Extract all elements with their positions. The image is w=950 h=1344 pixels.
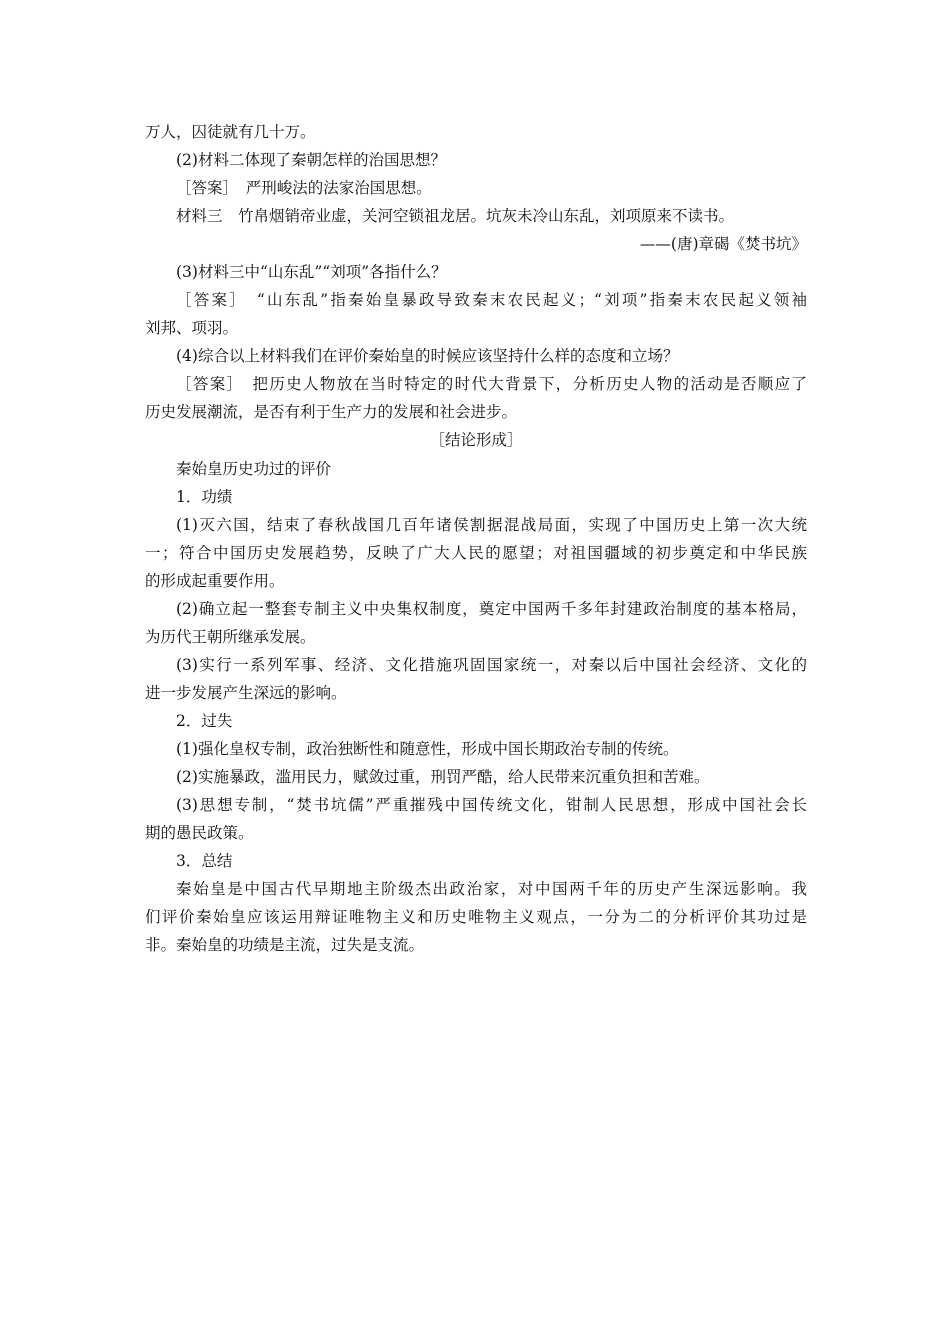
- achievement-2: (2)确立起一整套专制主义中央集权制度，奠定中国两千多年封建政治制度的基本格局，: [176, 600, 807, 618]
- subsection-title: 秦始皇历史功过的评价: [176, 460, 332, 478]
- question-4: (4)综合以上材料我们在评价秦始皇的时候应该坚持什么样的态度和立场？: [176, 347, 679, 365]
- achievement-1: (1)灭六国，结束了春秋战国几百年诸侯割据混战局面，实现了中国历史上第一次大统: [176, 516, 807, 534]
- heading-faults: 2．过失: [176, 712, 233, 730]
- answer-3: ［答案］ “山东乱”指秦始皇暴政导致秦末农民起义；“刘项”指秦末农民起义领袖: [176, 291, 807, 309]
- answer-4-cont: 历史发展潮流，是否有利于生产力的发展和社会进步。: [145, 403, 518, 421]
- citation: ——(唐)章碣《焚书坑》: [639, 235, 807, 253]
- achievement-1-cont: 一；符合中国历史发展趋势，反映了广大人民的愿望；对祖国疆域的初步奠定和中华民族: [145, 544, 807, 562]
- fault-1: (1)强化皇权专制，政治独断性和随意性，形成中国长期政治专制的传统。: [176, 740, 679, 758]
- summary-2: 们评价秦始皇应该运用辩证唯物主义和历史唯物主义观点，一分为二的分析评价其功过是: [145, 908, 807, 926]
- heading-summary: 3．总结: [176, 852, 233, 870]
- heading-achievements: 1．功绩: [176, 488, 233, 506]
- answer-4: ［答案］ 把历史人物放在当时特定的时代大背景下，分析历史人物的活动是否顺应了: [176, 375, 807, 393]
- summary-1: 秦始皇是中国古代早期地主阶级杰出政治家，对中国两千年的历史产生深远影响。我: [176, 880, 807, 898]
- question-2: (2)材料二体现了秦朝怎样的治国思想？: [176, 151, 446, 169]
- answer-3-cont: 刘邦、项羽。: [145, 319, 239, 337]
- section-heading: ［结论形成］: [429, 431, 523, 449]
- fault-2: (2)实施暴政，滥用民力，赋敛过重，刑罚严酷，给人民带来沉重负担和苦难。: [176, 768, 710, 786]
- achievement-1-end: 的形成起重要作用。: [145, 572, 285, 590]
- answer-2: ［答案］ 严刑峻法的法家治国思想。: [176, 179, 432, 197]
- text-line: 万人，囚徒就有几十万。: [145, 123, 316, 141]
- achievement-2-cont: 为历代王朝所继承发展。: [145, 628, 316, 646]
- fault-3-cont: 期的愚民政策。: [145, 824, 254, 842]
- summary-3: 非。秦始皇的功绩是主流，过失是支流。: [145, 936, 425, 954]
- fault-3: (3)思想专制，“焚书坑儒”严重摧残中国传统文化，钳制人民思想，形成中国社会长: [176, 796, 807, 814]
- achievement-3: (3)实行一系列军事、经济、文化措施巩固国家统一，对秦以后中国社会经济、文化的: [176, 656, 807, 674]
- question-3: (3)材料三中“山东乱”“刘项”各指什么？: [176, 263, 447, 281]
- achievement-3-cont: 进一步发展产生深远的影响。: [145, 684, 347, 702]
- material-3: 材料三 竹帛烟销帝业虚，关河空锁祖龙居。坑灰未冷山东乱，刘项原来不读书。: [176, 207, 735, 225]
